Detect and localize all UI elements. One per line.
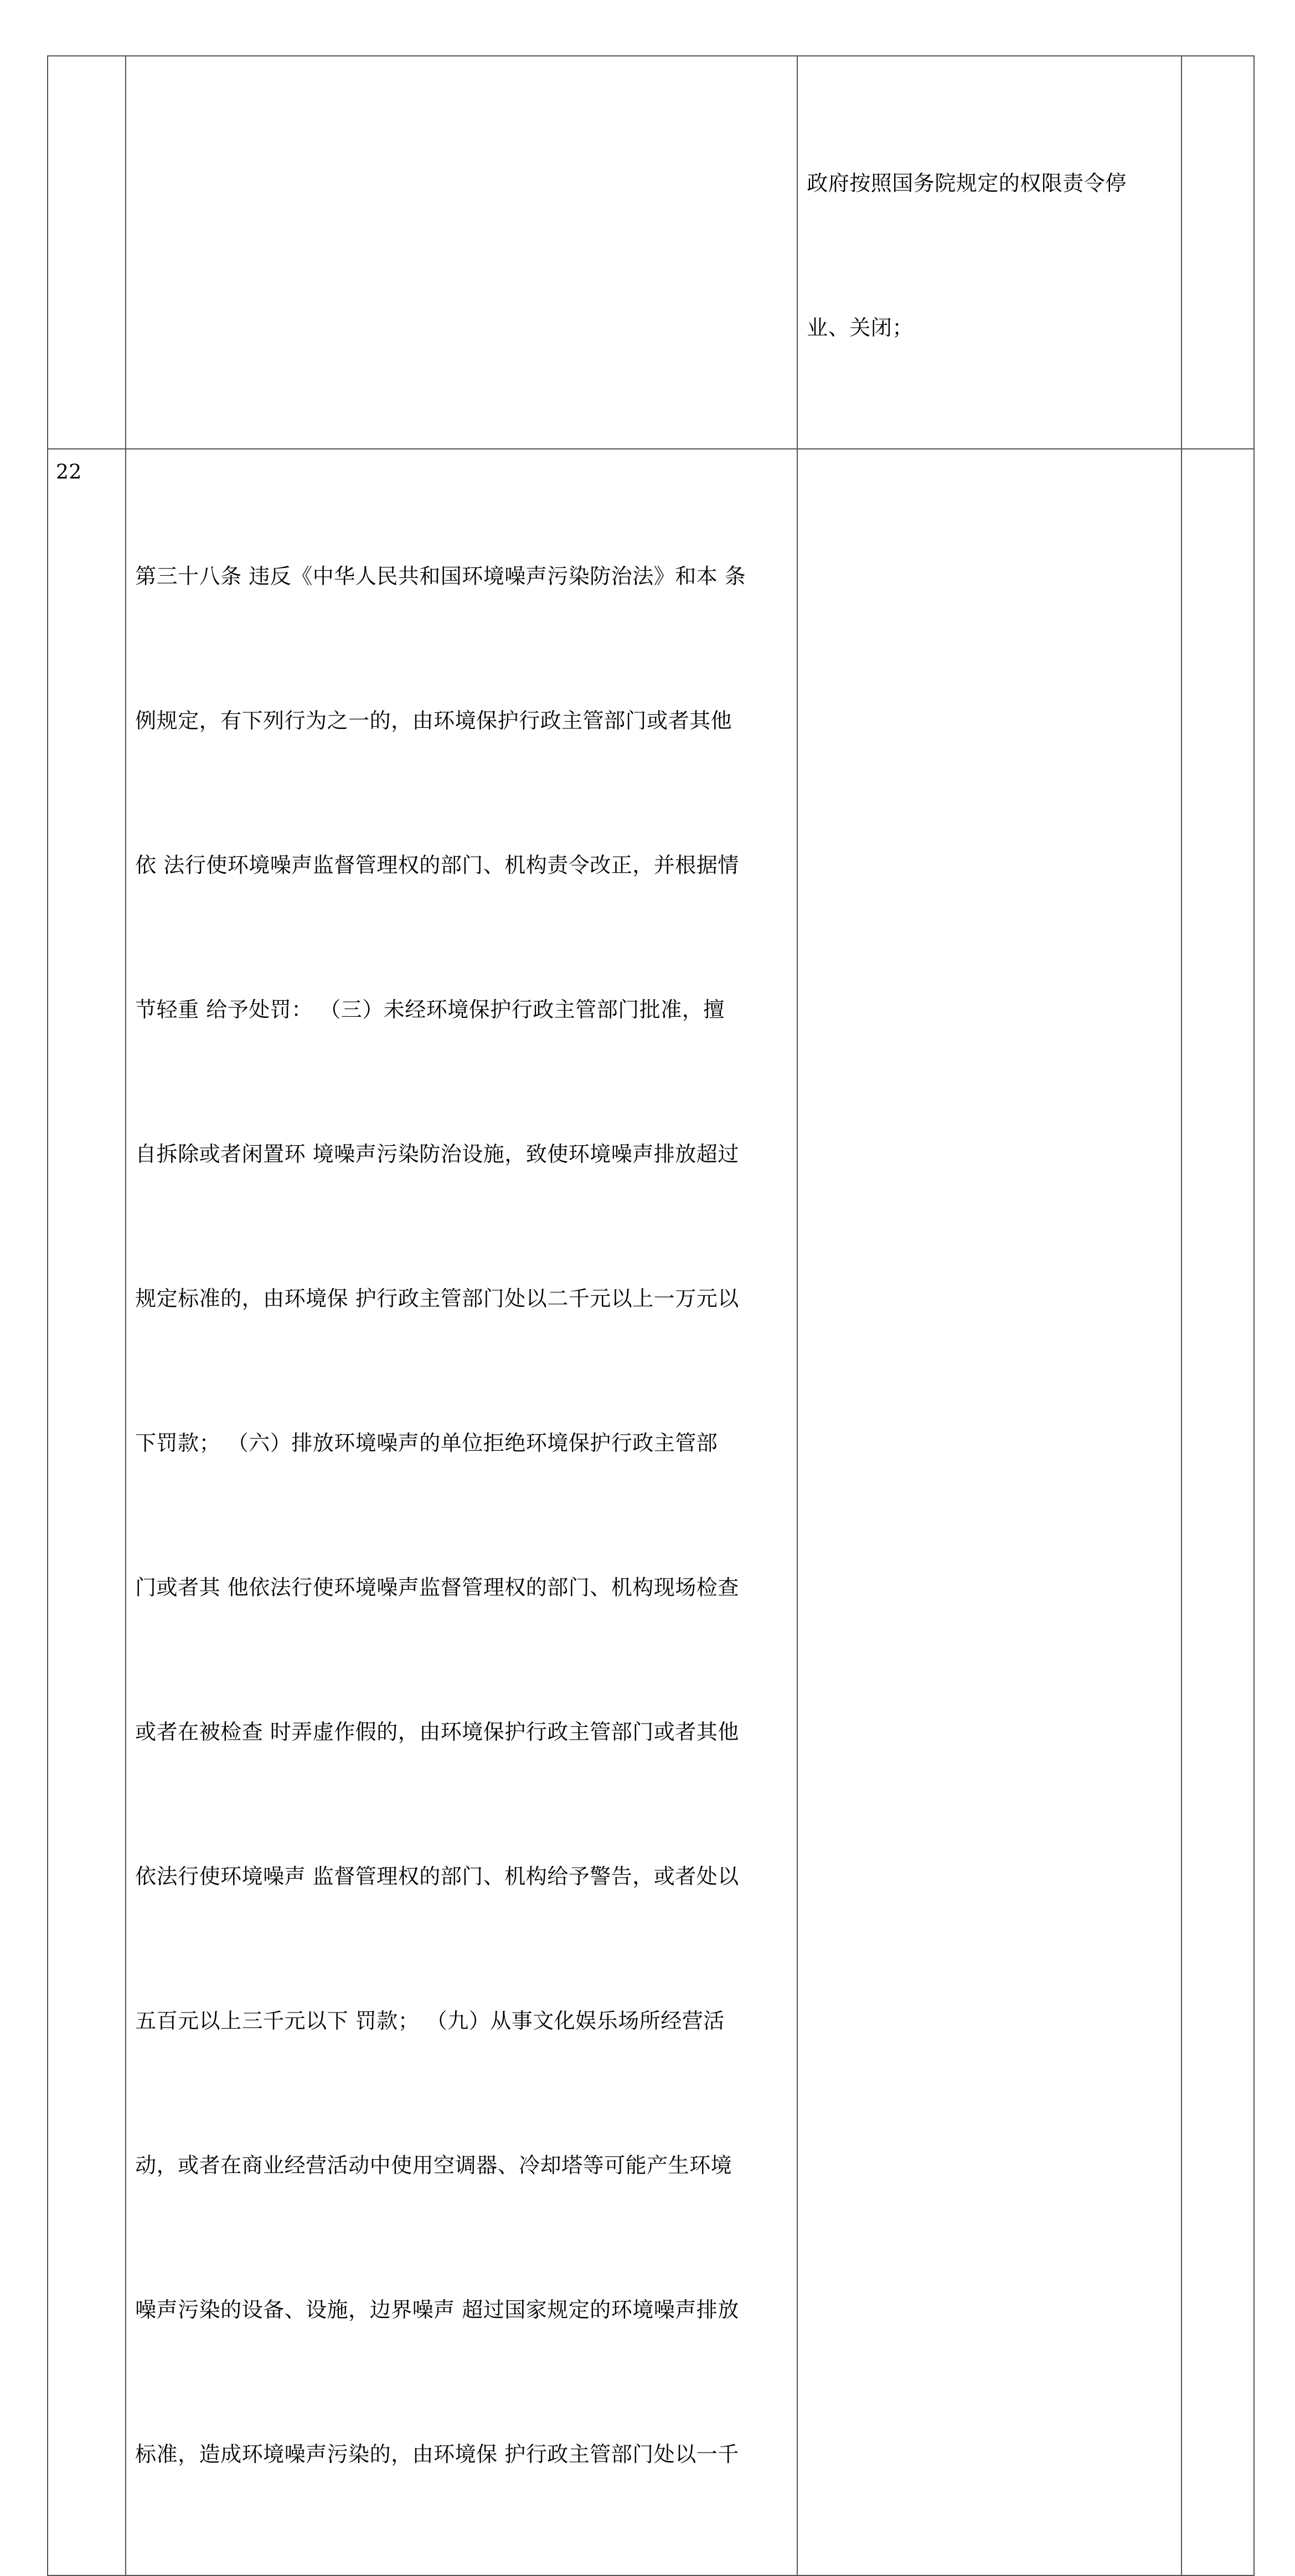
punishment-cell	[797, 449, 1182, 2575]
law-line: 动，或者在商业经营活动中使用空调器、冷却塔等可能产生环境	[135, 2153, 732, 2177]
punishment-cell	[797, 56, 1182, 449]
law-line: 标准，造成环境噪声污染的，由环境保 护行政主管部门处以一千	[135, 2442, 739, 2466]
punishment-text	[798, 449, 1181, 456]
law-text-cell	[126, 449, 797, 2575]
extra-cell	[1182, 449, 1254, 2575]
punishment-line: 业、关闭；	[807, 315, 914, 340]
row-number-cell	[48, 449, 126, 2575]
law-text	[126, 56, 797, 63]
extra-cell	[1182, 56, 1254, 449]
punishment-text	[798, 56, 1181, 448]
law-line: 规定标准的，由环境保 护行政主管部门处以二千元以上一万元以	[135, 1286, 739, 1311]
law-line: 依法行使环境噪声 监督管理权的部门、机构给予警告，或者处以	[135, 1864, 739, 1889]
law-line: 或者在被检查 时弄虚作假的，由环境保护行政主管部门或者其他	[135, 1720, 739, 1744]
law-line: 例规定，有下列行为之一的，由环境保护行政主管部门或者其他	[135, 708, 732, 733]
law-text-cell	[126, 56, 797, 449]
law-line: 噪声污染的设备、设施，边界噪声 超过国家规定的环境噪声排放	[135, 2298, 739, 2322]
law-line: 自拆除或者闲置环 境噪声污染防治设施，致使环境噪声排放超过	[135, 1142, 739, 1166]
table-row	[48, 449, 1254, 2575]
law-line: 门或者其 他依法行使环境噪声监督管理权的部门、机构现场检查	[135, 1575, 739, 1600]
punishment-line: 政府按照国务院规定的权限责令停	[807, 171, 1127, 195]
law-line: 依 法行使环境噪声监督管理权的部门、机构责令改正，并根据情	[135, 853, 739, 877]
law-line: 第三十八条 违反《中华人民共和国环境噪声污染防治法》和本 条	[135, 564, 746, 588]
regulation-table	[47, 55, 1255, 2576]
law-text	[126, 449, 797, 2575]
row-number	[48, 56, 125, 63]
row-number: 22	[56, 461, 82, 484]
law-line: 下罚款； （六）排放环境噪声的单位拒绝环境保护行政主管部	[135, 1431, 718, 1455]
law-line: 节轻重 给予处罚： （三）未经环境保护行政主管部门批准，擅	[135, 997, 725, 1022]
row-number-cell	[48, 56, 126, 449]
law-line: 五百元以上三千元以下 罚款； （九）从事文化娱乐场所经营活	[135, 2009, 725, 2033]
table-row	[48, 56, 1254, 449]
